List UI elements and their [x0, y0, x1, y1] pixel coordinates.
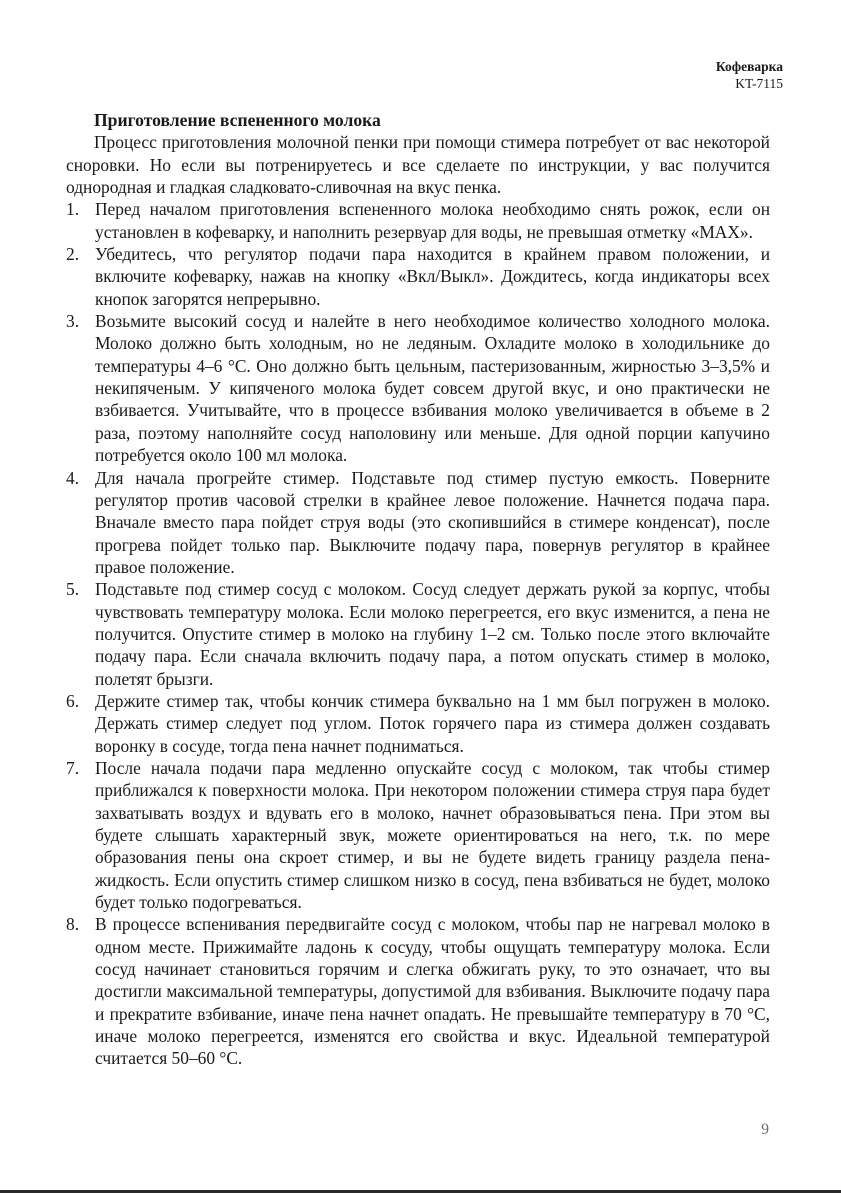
instruction-step	[66, 578, 770, 690]
steps-list	[66, 198, 770, 1069]
step-text: В процессе вспенивания передвигайте сосуд с молоком, чтобы пар не нагревал молоко в одном месте. Прижимайте ладонь к сосуду, чтобы ощущать температуру молока. Если сосуд начинает становиться горячим и слегка обжигать руку, то это означает, что вы достигли максимальной температуры, допустимой для взбивания. Выключите подачу пара и прекратите взбивание, иначе пена начнет опадать. Не превышайте температуру в 70 °С, иначе молоко перегреется, изменятся его свойства и вкус. Идеальной температурой считается 50–60 °С.	[95, 914, 770, 1069]
instruction-step	[66, 198, 770, 243]
step-text: После начала подачи пара медленно опускайте сосуд с молоком, так чтобы стимер приближался к поверхности молока. При некотором положении стимера струя пара будет захватывать воздух и вдувать его в молоко, начнет образовываться пена. При этом вы будете слышать характерный звук, можете ориентироваться на него, т.к. по мере образования пены она скроет стимер, и вы не будете видеть границу раздела пена-жидкость. Если опустить стимер слишком низко в сосуд, пена взбиваться не будет, молоко будет только подогреваться.	[95, 757, 770, 913]
step-text: Держите стимер так, чтобы кончик стимера буквально на 1 мм был погружен в молоко. Держать стимер следует под углом. Поток горячего пара из стимера должен создавать воронку в сосуде, тогда пена начнет подниматься.	[95, 690, 770, 756]
step-text: Подставьте под стимер сосуд с молоком. Сосуд следует держать рукой за корпус, чтобы чувствовать температуру молока. Если молоко перегреется, его вкус изменится, а пена не получится. Опустите стимер в молоко на глубину 1–2 см. Только после этого включайте подачу пара. Если сначала включить подачу пара, а потом опускать стимер в молоко, полетят брызги.	[95, 579, 770, 689]
step-number: 7.	[66, 757, 80, 778]
step-number: 6.	[66, 690, 80, 711]
step-number: 2.	[66, 244, 80, 265]
step-number: 5.	[66, 579, 80, 600]
product-title: Кофеварка	[715, 59, 783, 74]
step-number: 4.	[66, 467, 80, 488]
instruction-step	[66, 690, 770, 757]
product-model: KT-7115	[735, 76, 783, 91]
page-number: 9	[761, 1121, 769, 1138]
step-number: 3.	[66, 311, 80, 332]
instruction-step	[66, 913, 770, 1069]
step-text: Для начала прогрейте стимер. Подставьте под стимер пустую емкость. Поверните регулятор против часовой стрелки в крайнее левое положение. Начнется подача пара. Вначале вместо пара пойдет струя воды (это скопившийся в стимере конденсат), после прогрева пойдет только пар. Выключите подачу пара, повернув регулятор в крайнее правое положение.	[95, 467, 770, 577]
step-number: 1.	[66, 199, 80, 220]
instruction-step	[66, 310, 770, 466]
section-heading: Приготовление вспененного молока	[94, 110, 381, 130]
step-text: Убедитесь, что регулятор подачи пара находится в крайнем правом положении, и включите кофеварку, нажав на кнопку «Вкл/Выкл». Дождитесь, когда индикаторы всех кнопок загорятся непрерывно.	[95, 244, 770, 309]
instruction-step	[66, 757, 770, 913]
step-number: 8.	[66, 914, 80, 935]
step-text: Перед началом приготовления вспененного молока необходимо снять рожок, если он установлен в кофеварку, и наполнить резервуар для воды, не превышая отметку «MAX».	[95, 199, 770, 242]
page-header	[716, 58, 783, 92]
intro-paragraph: Процесс приготовления молочной пенки при помощи стимера потребует от вас некоторой сноровки. Но если вы потренируетесь и все сделаете по инструкции, у вас получится однородная и гладкая сладковато-сливочная на вкус пенка.	[66, 132, 770, 198]
step-text: Возьмите высокий сосуд и налейте в него необходимое количество холодного молока. Молоко должно быть холодным, но не ледяным. Охладите молоко в холодильнике до температуры 4–6 °С. Оно должно быть цельным, пастеризованным, жирностью 3–3,5% и некипяченым. У кипяченого молока будет совсем другой вкус, и оно практически не взбивается. Учитывайте, что в процессе взбивания молоко увеличивается в объеме в 2 раза, поэтому наполняйте сосуд наполовину или меньше. Для одной порции капучино потребуется около 100 мл молока.	[95, 311, 770, 466]
instruction-step	[66, 243, 770, 310]
page-content	[66, 109, 770, 1070]
instruction-step	[66, 467, 770, 579]
